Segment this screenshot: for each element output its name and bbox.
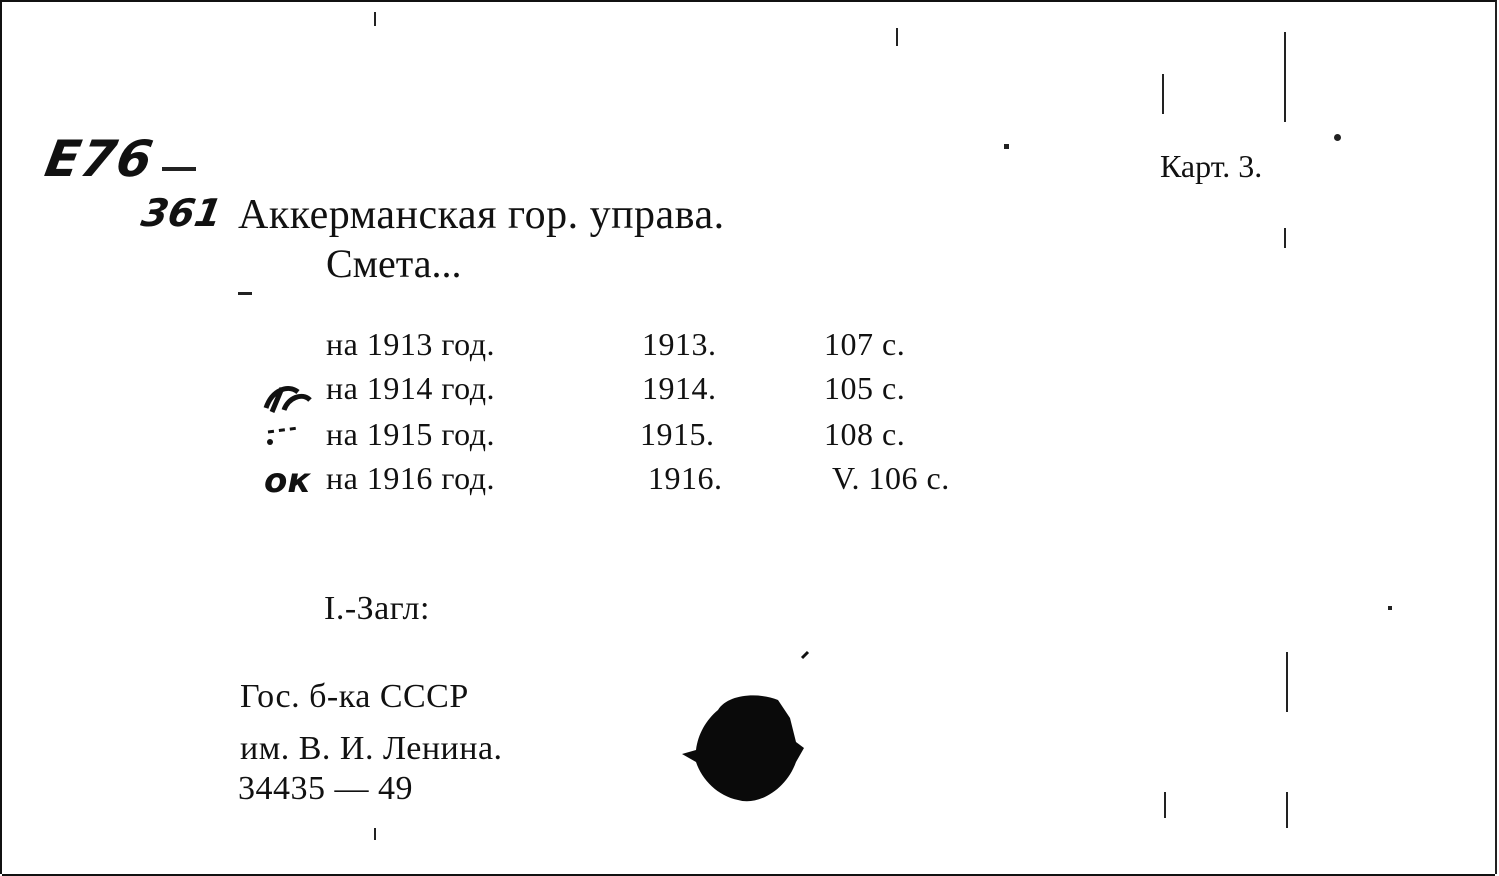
scan-artifact bbox=[1284, 32, 1286, 122]
entry-1-year: 1913. bbox=[642, 326, 717, 362]
handwritten-scribble-icon bbox=[258, 370, 322, 450]
scan-artifact bbox=[1286, 792, 1288, 828]
handwritten-mark: ок bbox=[264, 461, 311, 501]
scan-artifact bbox=[896, 28, 898, 46]
entry-1-pages: 107 с. bbox=[824, 326, 906, 362]
entry-4-pages: V. 106 с. bbox=[832, 460, 950, 496]
scan-artifact bbox=[1164, 792, 1166, 818]
scan-artifact bbox=[1162, 74, 1164, 114]
scan-artifact bbox=[1334, 134, 1341, 141]
scan-artifact bbox=[1286, 652, 1288, 712]
entry-1-label: на 1913 год. bbox=[326, 326, 496, 362]
entry-3-label: на 1915 год. bbox=[326, 416, 496, 452]
scan-artifact bbox=[238, 292, 252, 295]
scan-artifact bbox=[374, 12, 376, 26]
entry-3-year: 1915. bbox=[640, 416, 715, 452]
entry-3-pages: 108 с. bbox=[824, 416, 906, 452]
card-subtitle: Смета... bbox=[326, 241, 462, 286]
entry-2-year: 1914. bbox=[642, 370, 717, 406]
library-line-1: Гос. б-ка СССР bbox=[240, 678, 469, 715]
shelf-mark-sub: 361 bbox=[138, 191, 226, 235]
card-title: Аккерманская гор. управа. bbox=[238, 192, 725, 238]
note: I.-Загл: bbox=[324, 590, 430, 627]
shelf-mark-dash bbox=[162, 167, 196, 171]
scan-artifact bbox=[1004, 144, 1009, 149]
scan-artifact bbox=[374, 828, 376, 840]
entry-4-label: на 1916 год. bbox=[326, 460, 496, 496]
entry-2-label: на 1914 год. bbox=[326, 370, 496, 406]
library-line-2: им. В. И. Ленина. bbox=[240, 730, 503, 767]
entry-4-year: 1916. bbox=[648, 460, 723, 496]
scan-artifact bbox=[1388, 606, 1392, 610]
card-number: Карт. 3. bbox=[1160, 148, 1263, 184]
shelf-mark: E76 bbox=[40, 130, 158, 188]
entry-2-pages: 105 с. bbox=[824, 370, 906, 406]
punch-hole-icon bbox=[678, 650, 818, 810]
library-line-3: 34435 — 49 bbox=[238, 770, 413, 807]
scan-artifact bbox=[1284, 228, 1286, 248]
